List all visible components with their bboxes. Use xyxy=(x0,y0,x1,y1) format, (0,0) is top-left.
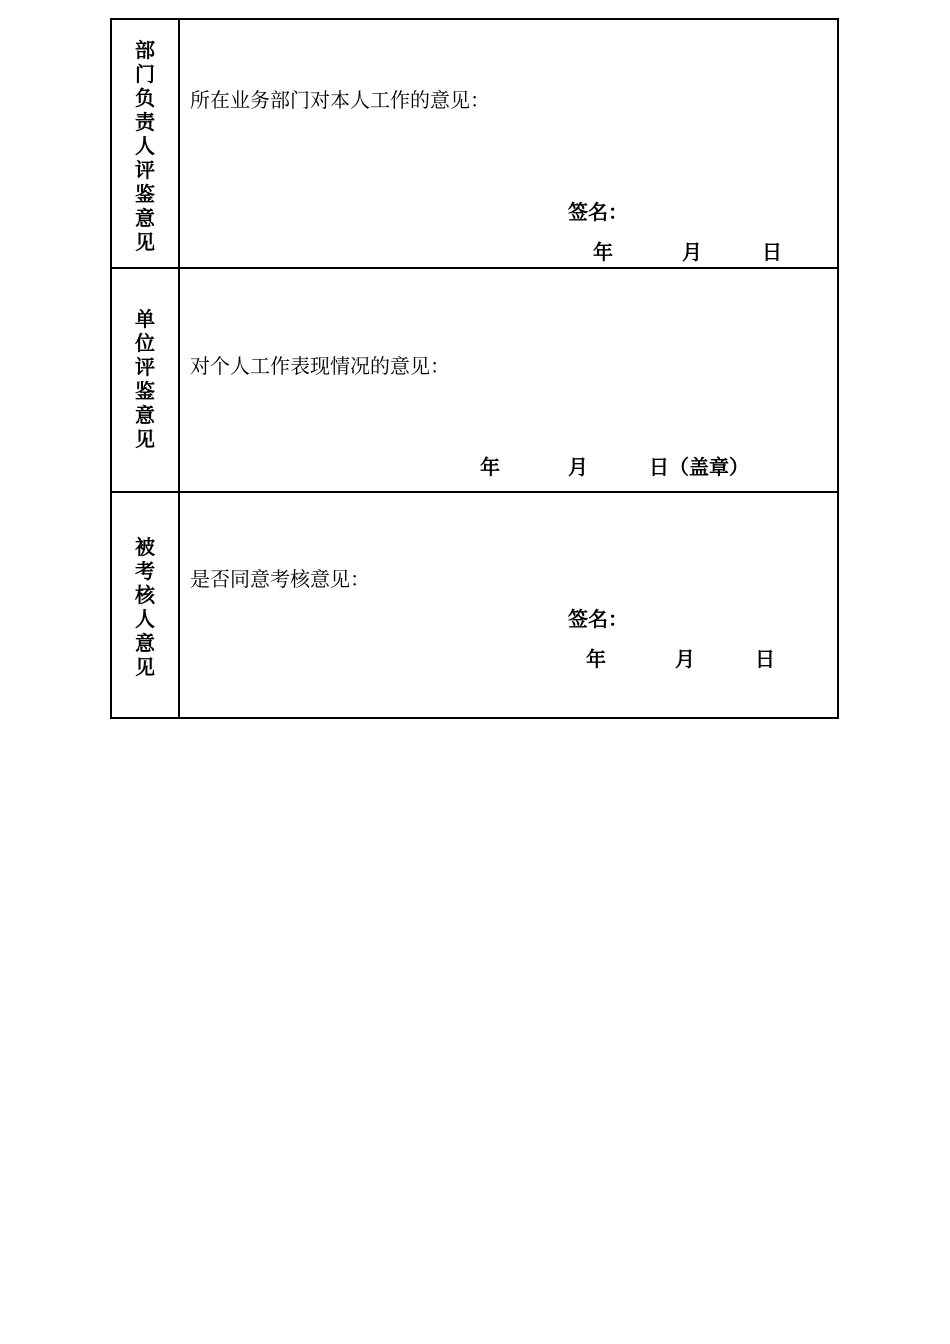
dept-head-opinion-cell[interactable] xyxy=(179,19,838,268)
dept-head-date-day: 日 xyxy=(762,240,782,264)
examinee-date-day: 日 xyxy=(755,647,775,671)
dept-head-date-year: 年 xyxy=(593,240,613,264)
examinee-opinion-cell[interactable] xyxy=(179,492,838,718)
unit-row xyxy=(111,268,838,492)
examinee-signature-label: 签名： xyxy=(568,607,628,631)
examinee-row xyxy=(111,492,838,718)
dept-head-signature-label: 签名： xyxy=(568,200,628,224)
unit-label-cell xyxy=(111,268,179,492)
unit-prompt: 对个人工作表现情况的意见： xyxy=(190,354,450,378)
dept-head-prompt: 所在业务部门对本人工作的意见： xyxy=(190,88,490,112)
dept-head-label-cell xyxy=(111,19,179,268)
examinee-date-year: 年 xyxy=(586,647,606,671)
unit-opinion-cell[interactable] xyxy=(179,268,838,492)
unit-label: 单 位 评 鉴 意 见 xyxy=(135,307,155,451)
examinee-date-month: 月 xyxy=(675,647,695,671)
dept-head-row xyxy=(111,19,838,268)
evaluation-form-table xyxy=(110,18,839,719)
examinee-label: 被 考 核 人 意 见 xyxy=(135,535,155,679)
unit-date-day-stamp: 日（盖章） xyxy=(649,455,749,479)
dept-head-label: 部 门 负 责 人 评 鉴 意 见 xyxy=(135,38,155,254)
examinee-prompt: 是否同意考核意见： xyxy=(190,567,370,591)
dept-head-date-month: 月 xyxy=(682,240,702,264)
examinee-label-cell xyxy=(111,492,179,718)
unit-date-year: 年 xyxy=(480,455,500,479)
unit-date-month: 月 xyxy=(568,455,588,479)
